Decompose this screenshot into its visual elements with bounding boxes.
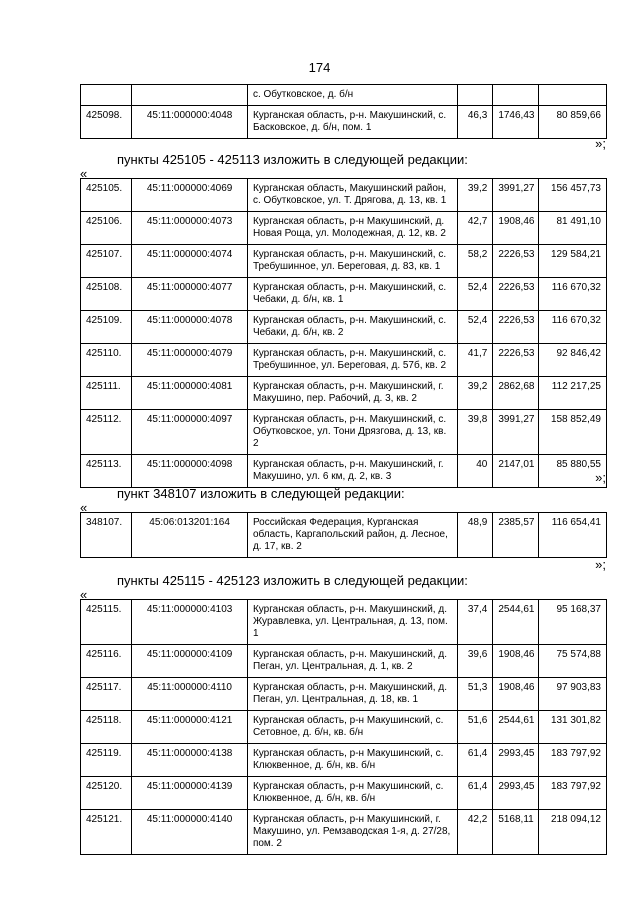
area-cell: 37,4 (458, 600, 493, 645)
cadastral-value-cell: 183 797,92 (538, 744, 606, 777)
unit-cost-cell: 2385,57 (493, 513, 538, 558)
table-row (81, 744, 607, 777)
row-number-cell: 425110. (81, 344, 132, 377)
unit-cost-cell (493, 85, 538, 106)
area-cell: 40 (458, 455, 493, 488)
cadastral-number-cell: 45:11:000000:4079 (132, 344, 248, 377)
area-cell: 46,3 (458, 106, 493, 139)
unit-cost-cell: 2226,53 (493, 245, 538, 278)
cadastral-number-cell: 45:11:000000:4138 (132, 744, 248, 777)
table-row (81, 777, 607, 810)
cadastral-number-cell: 45:11:000000:4140 (132, 810, 248, 855)
row-number-cell: 425121. (81, 810, 132, 855)
table-row (81, 106, 607, 139)
opening-mark: « (80, 166, 88, 181)
cadastral-number-cell: 45:11:000000:4121 (132, 711, 248, 744)
address-cell: Курганская область, р-н. Макушинский, г. Макушино, ул. 6 км, д. 2, кв. 3 (247, 455, 457, 488)
cadastral-number-cell: 45:11:000000:4073 (132, 212, 248, 245)
cadastral-number-cell: 45:11:000000:4097 (132, 410, 248, 455)
area-cell: 51,6 (458, 711, 493, 744)
table-row (81, 410, 607, 455)
cadastral-value-cell: 156 457,73 (538, 179, 606, 212)
unit-cost-cell: 2226,53 (493, 311, 538, 344)
table-row (81, 810, 607, 855)
table-row (81, 513, 607, 558)
cadastral-value-cell: 116 670,32 (538, 311, 606, 344)
section-heading-3: пункты 425115 - 425123 изложить в следующей редакции: (117, 573, 468, 588)
table-row (81, 711, 607, 744)
row-number-cell: 425119. (81, 744, 132, 777)
table-row (81, 278, 607, 311)
section-heading-1: пункты 425105 - 425113 изложить в следующей редакции: (117, 152, 468, 167)
cadastral-value-cell: 218 094,12 (538, 810, 606, 855)
area-cell: 58,2 (458, 245, 493, 278)
table-row (81, 678, 607, 711)
cadastral-value-cell: 131 301,82 (538, 711, 606, 744)
cadastral-value-cell: 112 217,25 (538, 377, 606, 410)
table-row (81, 212, 607, 245)
row-number-cell: 425112. (81, 410, 132, 455)
address-cell: Курганская область, р-н. Макушинский, с. Чебаки, д. б/н, кв. 1 (247, 278, 457, 311)
row-number-cell: 425098. (81, 106, 132, 139)
cadastral-value-cell: 95 168,37 (538, 600, 606, 645)
cadastral-number-cell: 45:11:000000:4078 (132, 311, 248, 344)
unit-cost-cell: 2862,68 (493, 377, 538, 410)
cadastral-number-cell: 45:11:000000:4103 (132, 600, 248, 645)
cadastral-value-cell: 183 797,92 (538, 777, 606, 810)
unit-cost-cell: 2544,61 (493, 600, 538, 645)
address-cell: с. Обутковское, д. б/н (247, 85, 457, 106)
cadastral-value-cell: 129 584,21 (538, 245, 606, 278)
table-row (81, 455, 607, 488)
unit-cost-cell: 2147,01 (493, 455, 538, 488)
unit-cost-cell: 2226,53 (493, 278, 538, 311)
row-number-cell: 425113. (81, 455, 132, 488)
row-number-cell: 425107. (81, 245, 132, 278)
table-row (81, 85, 607, 106)
unit-cost-cell: 2993,45 (493, 777, 538, 810)
closing-mark: »; (595, 136, 606, 151)
table-row (81, 600, 607, 645)
table-row (81, 645, 607, 678)
address-cell: Курганская область, р-н. Макушинский, с. Требушинное, ул. Береговая, д. 83, кв. 1 (247, 245, 457, 278)
cadastral-number-cell: 45:11:000000:4074 (132, 245, 248, 278)
unit-cost-cell: 2544,61 (493, 711, 538, 744)
area-cell: 39,8 (458, 410, 493, 455)
unit-cost-cell: 3991,27 (493, 179, 538, 212)
cadastral-number-cell: 45:11:000000:4048 (132, 106, 248, 139)
row-number-cell: 425108. (81, 278, 132, 311)
row-number-cell: 425117. (81, 678, 132, 711)
area-cell: 52,4 (458, 278, 493, 311)
address-cell: Курганская область, Макушинский район, с. Обутковское, ул. Т. Дрягова, д. 13, кв. 1 (247, 179, 457, 212)
address-cell: Российская Федерация, Курганская область, Каргапольский район, д. Лесное, д. 17, кв. 2 (247, 513, 457, 558)
unit-cost-cell: 1908,46 (493, 678, 538, 711)
unit-cost-cell: 1746,43 (493, 106, 538, 139)
unit-cost-cell: 1908,46 (493, 212, 538, 245)
address-cell: Курганская область, р-н Макушинский, с. Сетовное, д. б/н, кв. б/н (247, 711, 457, 744)
address-cell: Курганская область, р-н Макушинский, с. Клюквенное, д. б/н, кв. б/н (247, 744, 457, 777)
row-number-cell: 425105. (81, 179, 132, 212)
table-row (81, 344, 607, 377)
cadastral-number-cell: 45:11:000000:4077 (132, 278, 248, 311)
area-cell: 48,9 (458, 513, 493, 558)
address-cell: Курганская область, р-н. Макушинский, г. Макушино, пер. Рабочий, д. 3, кв. 2 (247, 377, 457, 410)
cadastral-value-cell: 116 654,41 (538, 513, 606, 558)
address-cell: Курганская область, р-н Макушинский, г. Макушино, ул. Ремзаводская 1-я, д. 27/28, пом. 2 (247, 810, 457, 855)
address-cell: Курганская область, р-н. Макушинский, с. Обутковское, ул. Тони Дрязгова, д. 13, кв. 2 (247, 410, 457, 455)
area-cell: 39,2 (458, 179, 493, 212)
area-cell: 41,7 (458, 344, 493, 377)
unit-cost-cell: 1908,46 (493, 645, 538, 678)
unit-cost-cell: 3991,27 (493, 410, 538, 455)
row-number-cell: 425116. (81, 645, 132, 678)
row-number-cell: 425106. (81, 212, 132, 245)
area-cell: 42,2 (458, 810, 493, 855)
row-number-cell (81, 85, 132, 106)
cadastral-number-cell (132, 85, 248, 106)
table-row (81, 179, 607, 212)
cadastral-value-cell: 80 859,66 (538, 106, 606, 139)
cadastral-number-cell: 45:11:000000:4098 (132, 455, 248, 488)
registry-table-top (80, 84, 607, 139)
row-number-cell: 425118. (81, 711, 132, 744)
address-cell: Курганская область, р-н Макушинский, с. Клюквенное, д. б/н, кв. б/н (247, 777, 457, 810)
cadastral-value-cell: 116 670,32 (538, 278, 606, 311)
address-cell: Курганская область, р-н. Макушинский, с. Басковское, д. б/н, пом. 1 (247, 106, 457, 139)
address-cell: Курганская область, р-н. Макушинский, д. Пеган, ул. Центральная, д. 1, кв. 2 (247, 645, 457, 678)
row-number-cell: 348107. (81, 513, 132, 558)
address-cell: Курганская область, р-н. Макушинский, с. Чебаки, д. б/н, кв. 2 (247, 311, 457, 344)
unit-cost-cell: 2993,45 (493, 744, 538, 777)
cadastral-number-cell: 45:11:000000:4139 (132, 777, 248, 810)
cadastral-number-cell: 45:11:000000:4081 (132, 377, 248, 410)
area-cell: 39,6 (458, 645, 493, 678)
table-row (81, 245, 607, 278)
registry-table-1 (80, 178, 607, 488)
address-cell: Курганская область, р-н. Макушинский, с. Требушинное, ул. Береговая, д. 57б, кв. 2 (247, 344, 457, 377)
cadastral-value-cell: 158 852,49 (538, 410, 606, 455)
area-cell: 52,4 (458, 311, 493, 344)
cadastral-number-cell: 45:11:000000:4069 (132, 179, 248, 212)
page-number: 174 (308, 60, 331, 75)
area-cell (458, 85, 493, 106)
table-row (81, 311, 607, 344)
closing-mark: »; (595, 470, 606, 485)
address-cell: Курганская область, р-н. Макушинский, д. Пеган, ул. Центральная, д. 18, кв. 1 (247, 678, 457, 711)
closing-mark: »; (595, 557, 606, 572)
registry-table-2 (80, 512, 607, 558)
area-cell: 51,3 (458, 678, 493, 711)
opening-mark: « (80, 500, 88, 515)
cadastral-value-cell (538, 85, 606, 106)
address-cell: Курганская область, р-н. Макушинский, д. Журавлевка, ул. Центральная, д. 13, пом. 1 (247, 600, 457, 645)
cadastral-number-cell: 45:11:000000:4109 (132, 645, 248, 678)
area-cell: 39,2 (458, 377, 493, 410)
table-row (81, 377, 607, 410)
section-heading-2: пункт 348107 изложить в следующей редакции: (117, 486, 405, 501)
row-number-cell: 425111. (81, 377, 132, 410)
unit-cost-cell: 2226,53 (493, 344, 538, 377)
cadastral-value-cell: 81 491,10 (538, 212, 606, 245)
area-cell: 42,7 (458, 212, 493, 245)
row-number-cell: 425115. (81, 600, 132, 645)
row-number-cell: 425120. (81, 777, 132, 810)
row-number-cell: 425109. (81, 311, 132, 344)
cadastral-value-cell: 85 880,55 (538, 455, 606, 488)
area-cell: 61,4 (458, 777, 493, 810)
registry-table-3 (80, 599, 607, 855)
cadastral-value-cell: 92 846,42 (538, 344, 606, 377)
cadastral-value-cell: 97 903,83 (538, 678, 606, 711)
unit-cost-cell: 5168,11 (493, 810, 538, 855)
address-cell: Курганская область, р-н Макушинский, д. Новая Роща, ул. Молодежная, д. 12, кв. 2 (247, 212, 457, 245)
opening-mark: « (80, 587, 88, 602)
cadastral-value-cell: 75 574,88 (538, 645, 606, 678)
cadastral-number-cell: 45:11:000000:4110 (132, 678, 248, 711)
cadastral-number-cell: 45:06:013201:164 (132, 513, 248, 558)
area-cell: 61,4 (458, 744, 493, 777)
